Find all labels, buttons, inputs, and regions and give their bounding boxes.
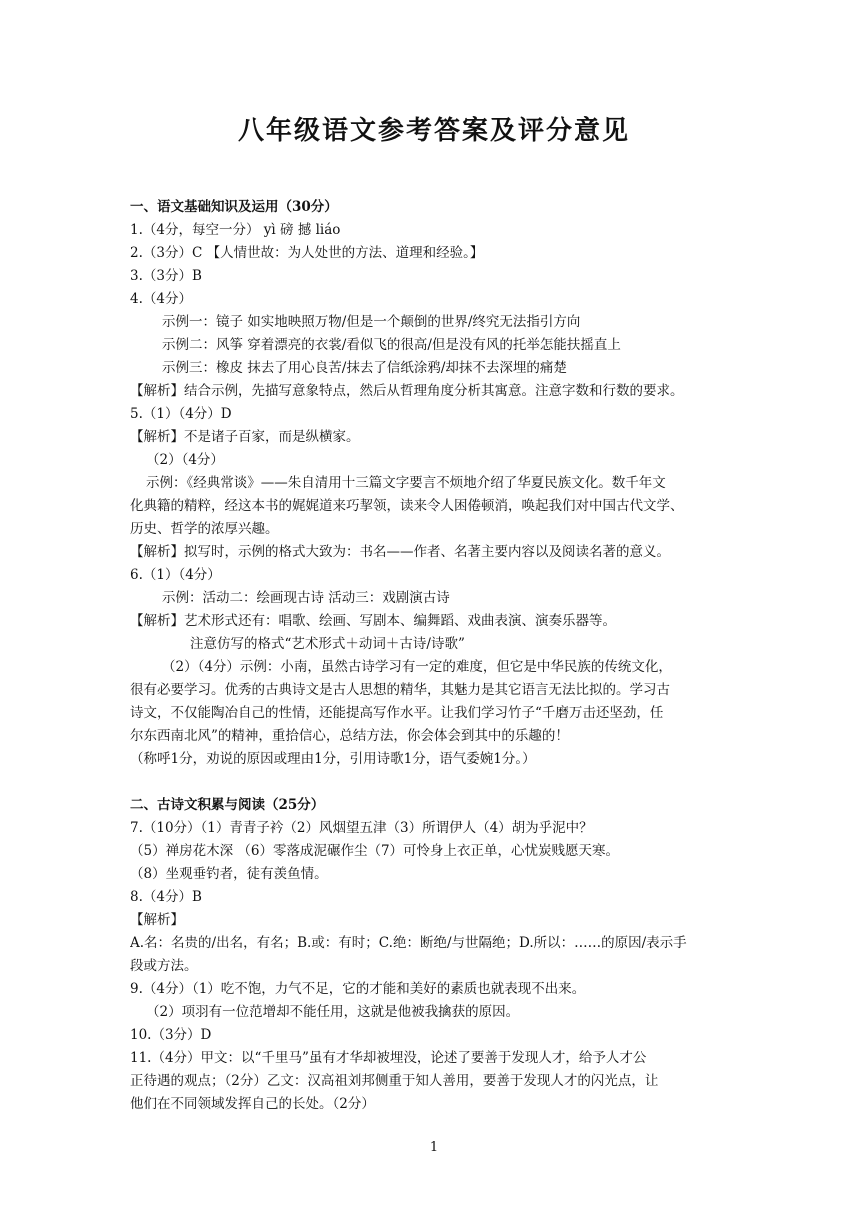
text-line: （称呼1分，劝说的原因或理由1分，引用诗歌1分，语气委婉1分。） [130, 751, 536, 767]
text-line: 3.（3分）B [130, 268, 202, 284]
text-line: 示例：《经典常谈》——朱自清用十三篇文字要言不烦地介绍了华夏民族文化。数千年文 [146, 475, 666, 491]
text-line: 10.（3分）D [130, 1027, 212, 1043]
blank-line [130, 771, 770, 794]
text-line: （2）项羽有一位范增却不能任用，这就是他被我擒获的原因。 [146, 1004, 520, 1020]
text-line: 示例一：镜子 如实地映照万物/但是一个颠倒的世界/终究无法指引方向 [162, 314, 581, 330]
text-line: 很有必要学习。优秀的古典诗文是古人思想的精华，其魅力是其它语言无法比拟的。学习古 [130, 682, 670, 698]
text-line: 示例三：橡皮 抹去了用心良苦/抹去了信纸涂鸦/却抹不去深埋的痛楚 [162, 360, 567, 376]
text-line: （5）禅房花木深 （6）零落成泥碾作尘（7）可怜身上衣正单，心忧炭贱愿天寒。 [130, 843, 620, 859]
text-line: 【解析】拟写时，示例的格式大致为：书名——作者、名著主要内容以及阅读名著的意义。 [130, 544, 670, 560]
text-line: （8）坐观垂钓者，徒有羡鱼情。 [130, 866, 328, 882]
text-line: 历史、哲学的浓厚兴趣。 [130, 521, 279, 537]
text-line: 9.（4分）（1）吃不饱，力气不足，它的才能和美好的素质也就表现不出来。 [130, 981, 586, 997]
text-line: 2.（3分）C 【人情世故：为人处世的方法、道理和经验。】 [130, 245, 484, 261]
text-line: 4.（4分） [130, 291, 192, 307]
text-line: 【解析】艺术形式还有：唱歌、绘画、写剧本、编舞蹈、戏曲表演、演奏乐器等。 [130, 613, 616, 629]
text-line: （2）（4分）示例：小南，虽然古诗学习有一定的难度，但它是中华民族的传统文化， [162, 659, 672, 675]
text-line: 示例二：风筝 穿着漂亮的衣裳/看似飞的很高/但是没有风的托举怎能扶摇直上 [162, 337, 621, 353]
page-title: 八年级语文参考答案及评分意见 [237, 116, 630, 146]
answer-content [130, 196, 770, 1116]
text-line: 注意仿写的格式“艺术形式＋动词＋古诗/诗歌” [190, 636, 465, 652]
text-line: 6.（1）（4分） [130, 567, 221, 583]
text-line: 1.（4分，每空一分） yì 磅 撼 liáo [130, 222, 341, 238]
section-heading: 一、语文基础知识及运用（30分） [130, 199, 338, 215]
text-line: 【解析】 [130, 912, 184, 928]
text-line: 尔东西南北风”的精神，重拾信心，总结方法，你会体会到其中的乐趣的！ [130, 728, 569, 744]
text-line: A.名：名贵的/出名，有名；B.或：有时；C.绝：断绝/与世隔绝；D.所以：……的原因/表示手 [130, 935, 687, 951]
text-line: 他们在不同领域发挥自己的长处。（2分） [130, 1096, 375, 1112]
text-line: 11.（4分）甲文：以“千里马”虽有才华却被埋没，论述了要善于发现人才，给予人才公 [130, 1050, 647, 1066]
section-heading: 二、古诗文积累与阅读（25分） [130, 797, 325, 813]
text-line: 段或方法。 [130, 958, 198, 974]
text-line: 5.（1）（4分）D [130, 406, 232, 422]
text-line: 诗文，不仅能陶冶自己的性情，还能提高写作水平。让我们学习竹子“千磨万击还坚劲，任 [130, 705, 664, 721]
text-line: 7.（10分）（1）青青子衿（2）风烟望五津（3）所谓伊人（4）胡为乎泥中？ [130, 820, 593, 836]
text-line: 【解析】不是诸子百家，而是纵横家。 [130, 429, 360, 445]
text-line: 化典籍的精粹，经这本书的娓娓道来巧挈领，读来令人困倦顿消，唤起我们对中国古代文学、 [130, 498, 684, 514]
page-number: 1 [429, 1140, 439, 1155]
text-line: 示例：活动二：绘画现古诗 活动三：戏剧演古诗 [162, 590, 450, 606]
text-line: 【解析】结合示例，先描写意象特点，然后从哲理角度分析其寓意。注意字数和行数的要求。 [130, 383, 684, 399]
text-line: （2）（4分） [146, 452, 224, 468]
text-line: 8.（4分）B [130, 889, 202, 905]
text-line: 正待遇的观点；（2分）乙文：汉高祖刘邦侧重于知人善用，要善于发现人才的闪光点，让 [130, 1073, 659, 1089]
